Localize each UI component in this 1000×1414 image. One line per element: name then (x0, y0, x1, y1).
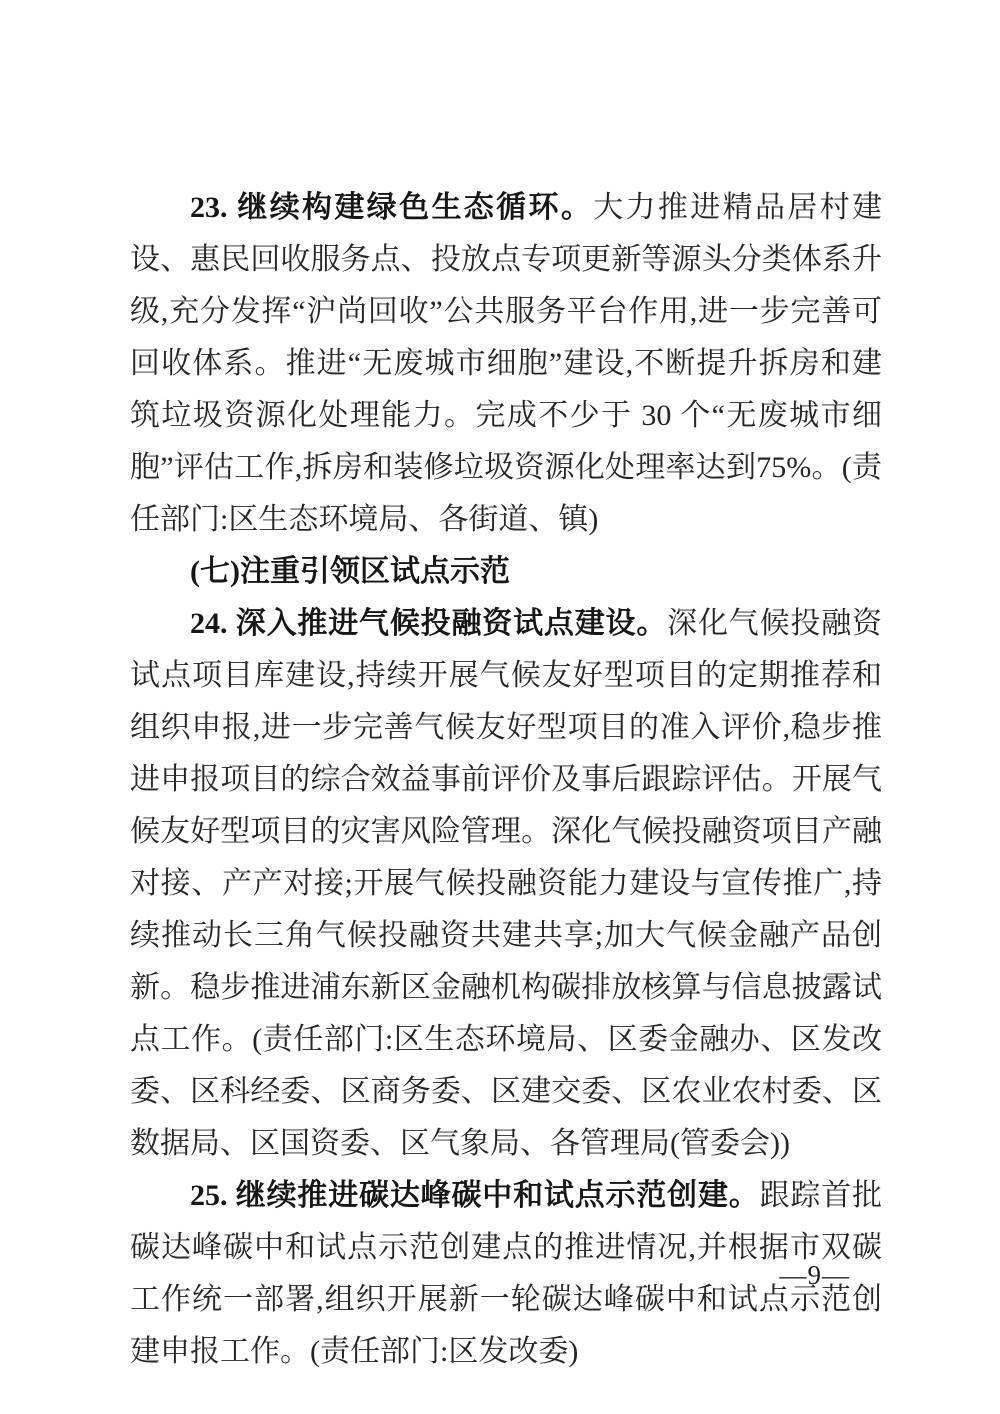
item-23-text: 大力推进精品居村建设、惠民回收服务点、投放点专项更新等源头分类体系升级,充分发挥“沪尚回收”公共服务平台作用,进一步完善可回收体系。推进“无废城市细胞”建设,不断提升拆房和建筑垃圾资源化处理能力。完成不少于 30 个“无废城市细胞”评估工作,拆房和装修垃圾资源化处理率达到75%。(责任部门:区生态环境局、各街道、镇) (130, 191, 883, 536)
paragraph-item-23 (130, 182, 882, 546)
item-23-title: 23. 继续构建绿色生态循环。 (190, 191, 594, 224)
page-number: —9— (779, 1260, 850, 1290)
item-25-text: 跟踪首批碳达峰碳中和试点示范创建点的推进情况,并根据市双碳工作统一部署,组织开展新一轮碳达峰碳中和试点示范创建申报工作。(责任部门:区发改委) (130, 1179, 883, 1368)
item-24-text: 深化气候投融资试点项目库建设,持续开展气候友好型项目的定期推荐和组织申报,进一步完善气候友好型项目的准入评价,稳步推进申报项目的综合效益事前评价及事后跟踪评估。开展气候友好型项目的灾害风险管理。深化气候投融资项目产融对接、产产对接;开展气候投融资能力建设与宣传推广,持续推动长三角气候投融资共建共享;加大气候金融产品创新。稳步推进浦东新区金融机构碳排放核算与信息披露试点工作。(责任部门:区生态环境局、区委金融办、区发改委、区科经委、区商务委、区建交委、区农业农村委、区数据局、区国资委、区气象局、各管理局(管委会)) (130, 607, 883, 1160)
section-heading-7-title: (七)注重引领区试点示范 (190, 555, 510, 588)
document-body (130, 182, 882, 1378)
section-heading-7 (130, 546, 882, 598)
item-24-title: 24. 深入推进气候投融资试点建设。 (190, 607, 668, 640)
paragraph-item-24 (130, 598, 882, 1170)
paragraph-item-25 (130, 1170, 882, 1378)
item-25-title: 25. 继续推进碳达峰碳中和试点示范创建。 (190, 1179, 760, 1212)
